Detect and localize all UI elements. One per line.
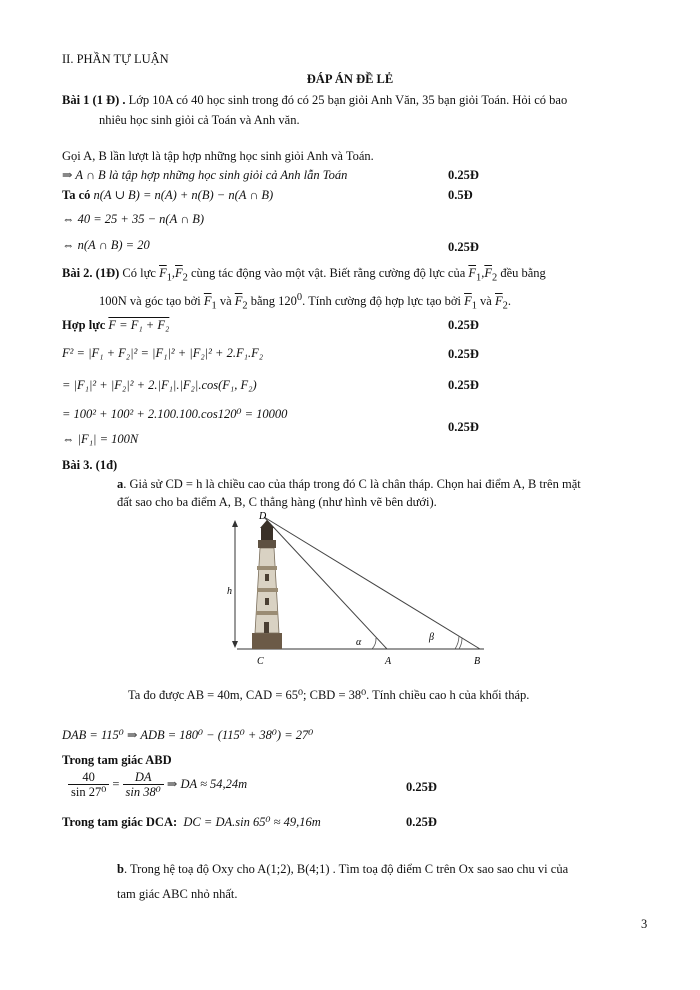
bai1-step4: ⇔ 40 = 25 + 35 − n(A ∩ B) [62,212,205,226]
vector-f1-d: $\overline{F}$ [464,294,472,309]
bai3a-line1 [117,477,581,491]
arrow-head-bottom [232,641,238,648]
bai2-step45-score: 0.25Đ [448,420,479,434]
bai1-step5-score: 0.25Đ [448,240,479,254]
bai3-heading: Bài 3. (1đ) [62,458,118,472]
bai1-step3 [62,188,273,202]
bai1-heading: Bài 1 (1 Đ) . [62,93,126,107]
bai3-step4-head: Trong tam giác DCA: [62,815,178,829]
beta-arc-2 [459,638,462,649]
arrow-head-top [232,520,238,527]
bai2-question-line1: Bài 2. (1Đ) Có lực $\overline{F}_1,\overline{F}_2$ cùng tác động vào một vật. Biết rằng cường độ lực của $\overline{F}_1,\overline{F}_2$ đều bằng [62,266,546,284]
bai2-q2-part-e: và [476,294,495,309]
label-a: A [385,656,392,667]
bai3-step4 [62,815,321,829]
bai3b-label: b [117,862,124,876]
bai2-step1 [62,318,169,332]
label-d: D [259,511,267,522]
bai3-step3: $\frac{40}{\text{sin 27⁰}}$ = $\frac{DA}{\text{sin 38⁰}}$ ⇒ DA ≈ 54,24m [68,770,247,800]
bai2-q2-part-b: và [216,294,235,309]
lighthouse-figure [222,508,492,668]
label-h: h [227,586,232,597]
vector-f2-b: $\overline{F}$ [484,266,492,280]
bai3-step4-formula: DC = DA.sin 65⁰ ≈ 49,16m [183,815,321,829]
bai2-step2: F² = |F₁ + F₂|² = |F₁|² + |F₂|² + 2.F₁.F₂ [62,346,264,360]
bai2-q2-part-a: 100N và góc tạo bởi [99,294,204,309]
beta-arc-1 [455,636,459,649]
bai3a-text: . Giả sử CD = h là chiều cao của tháp trong đó C là chân tháp. Chọn hai điểm A, B trên mặt [123,477,581,491]
label-c: C [257,656,264,667]
bai1-question-line1 [62,93,567,107]
alpha-arc [372,638,376,649]
bai1-step3-score: 0.5Đ [448,188,473,202]
bai2-heading: Bài 2. (1Đ) [62,266,120,280]
vector-f1-b: $\overline{F}$ [468,266,477,280]
bai1-step3-formula: n(A ∪ B) = n(A) + n(B) − n(A ∩ B) [93,188,274,202]
section-heading: II. PHẦN TỰ LUẬN [62,52,169,66]
bai1-step5: ⇔ n(A ∩ B) = 20 [62,238,150,252]
vector-f2-d: $\overline{F}$ [494,294,503,309]
vector-f2-c: $\overline{F}$ [234,294,243,309]
bai2-q2-part-c: bằng 120 [247,294,297,309]
lighthouse-icon [252,520,282,649]
bai3-step3-score: 0.25Đ [406,780,437,794]
bai1-step2-score: 0.25Đ [448,168,479,182]
bai2-step5: ⇔ |F₁| = 100N [62,432,139,446]
bai2-step3-score: 0.25Đ [448,378,479,392]
bai3b-line1 [117,862,568,876]
bai2-q-part-b: cùng tác động vào một vật. Biết rằng cường độ lực của [187,266,469,280]
bai3b-line2: tam giác ABC nhỏ nhất. [117,887,238,901]
degree-sign: 0 [296,292,303,303]
bai2-step1-score: 0.25Đ [448,318,479,332]
fraction-da-sin38: $\frac{DA}{\text{sin 38⁰}}$ [123,770,164,800]
bai2-step4: = 100² + 100² + 2.100.100.cos120⁰ = 10000 [62,407,288,421]
bai2-q-part-a: Có lực [119,266,160,280]
label-beta: β [429,632,434,643]
bai2-step2-score: 0.25Đ [448,347,479,361]
bai2-step3: = |F₁|² + |F₂|² + 2.|F₁|.|F₂|.cos(F₁, F₂) [62,378,257,392]
page-number: 3 [641,917,648,931]
bai1-question-line2: nhiêu học sinh giỏi cả Toán và Anh văn. [99,113,300,127]
vector-f1: $\overline{F}$ [159,266,167,280]
label-alpha: α [356,637,362,648]
bai2-q-part-c: đều bằng [497,266,546,280]
bai3-step4-score: 0.25Đ [406,815,437,829]
bai2-q2-part-d: . Tính cường độ hợp lực tạo bởi [302,294,465,309]
bai2-step1-head: Hợp lực [62,318,106,332]
bai3b-text: . Trong hệ toạ độ Oxy cho A(1;2), B(4;1) . Tìm toạ độ điểm C trên Ox sao sao chu vi của [123,862,569,876]
bai3a-line2: đất sao cho ba điểm A, B, C thẳng hàng (như hình vẽ bên dưới). [117,495,437,509]
fraction-40-sin27: $\frac{40}{\text{sin 27⁰}}$ [68,770,109,800]
bai3-step2-head: Trong tam giác ABD [62,753,172,767]
bai1-step1: Gọi A, B lần lượt là tập hợp những học sinh giỏi Anh và Toán. [62,149,374,163]
label-b: B [474,656,481,667]
bai2-question-line2: 100N và góc tạo bởi $\overline{F}_1$ và $\overline{F}_2$ bằng $120^0$. Tính cường độ hợp lực tạo bởi $\overline{F}_1$ và $\overline{F}_2$. [99,292,511,312]
bai1-step3-head: Ta có [62,188,91,202]
bai3-step1: DAB = 115⁰ ⇒ ADB = 180⁰ − (115⁰ + 38⁰) = 27⁰ [62,728,314,742]
vector-f1-c: $\overline{F}$ [203,294,212,309]
bai2-step1-formula: F = F₁ + F₂ [108,318,170,332]
sight-line-da [264,517,387,649]
bai3a-measurement: Ta đo được AB = 40m, CAD = 65⁰; CBD = 38⁰. Tính chiều cao h của khối tháp. [128,688,530,702]
bai1-step2: ⇒ A ∩ B là tập hợp những học sinh giỏi cả Anh lẫn Toán [62,168,348,182]
sight-line-db [264,517,480,649]
bai3-step3-result: ⇒ DA ≈ 54,24m [166,776,248,791]
vector-f2: $\overline{F}$ [175,266,183,280]
bai3a-label: a [117,477,124,491]
document-title: ĐÁP ÁN ĐỀ LẺ [306,72,394,86]
bai1-question-text: Lớp 10A có 40 học sinh trong đó có 25 bạn giỏi Anh Văn, 35 bạn giỏi Toán. Hỏi có bao [125,93,568,107]
